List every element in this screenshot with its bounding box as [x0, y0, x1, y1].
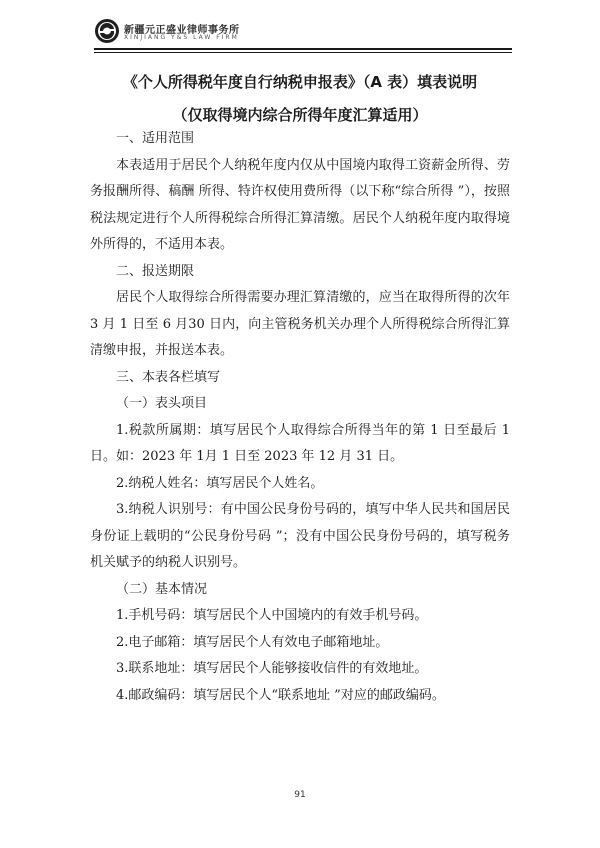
firm-name-cn: 新疆元正盛业律师事务所 [124, 25, 240, 36]
letterhead [94, 18, 514, 48]
item-tax-period: 1.税款所属期：填写居民个人取得综合所得当年的第 1 日至最后 1 日。如：2023 年 1月 1 日至 2023 年 12 月 31 日。 [90, 422, 510, 464]
section-heading-fields: 三、本表各栏填写 [116, 369, 221, 385]
item-taxpayer-id: 3.纳税人识别号：有中国公民身份号码的，填写中华人民共和国居民身份证上载明的“公民身份号码 ”；没有中国公民身份号码的，填写税务机关赋予的纳税人识别号。 [90, 502, 510, 570]
paragraph-scope: 本表适用于居民个人纳税年度内仅从中国境内取得工资薪金所得、劳务报酬所得、稿酬 所得、特许权使用费所得（以下称“综合所得 ”），按照税法规定进行个人所得税综合所得汇算清缴。居民个人纳税年度内取得境外所得的，不适用本表。 [90, 157, 510, 252]
document-subtitle: （仅取得境内综合所得年度汇算适用） [172, 106, 428, 124]
subsection-heading-header-items: （一）表头项目 [116, 396, 208, 411]
item-email: 2.电子邮箱：填写居民个人有效电子邮箱地址。 [116, 634, 389, 650]
item-postcode: 4.邮政编码：填写居民个人“联系地址 ”对应的邮政编码。 [116, 687, 445, 703]
section-heading-deadline: 二、报送期限 [116, 263, 195, 279]
item-address: 3.联系地址：填写居民个人能够接收信件的有效地址。 [116, 661, 428, 676]
subsection-heading-basic-info: （二）基本情况 [116, 581, 208, 597]
document-title: 《个人所得税年度自行纳税申报表》（A 表）填表说明 [122, 73, 478, 91]
section-heading-scope: 一、适用范围 [116, 131, 195, 146]
firm-name-en: XINJIANG Y&S LAW FIRM [124, 34, 239, 41]
header-rule [94, 48, 512, 50]
firm-logo-icon [94, 18, 120, 44]
paragraph-deadline: 居民个人取得综合所得需要办理汇算清缴的，应当在取得所得的次年 3 月 1 日至 6 月30 日内，向主管税务机关办理个人所得税综合所得汇算清缴申报，并报送本表。 [90, 290, 510, 358]
page-number: 91 [294, 790, 306, 800]
body-text [90, 126, 510, 709]
item-taxpayer-name: 2.纳税人姓名：填写居民个人姓名。 [116, 475, 324, 491]
header-rule-thin [94, 52, 512, 53]
item-phone: 1.手机号码：填写居民个人中国境内的有效手机号码。 [116, 608, 428, 623]
